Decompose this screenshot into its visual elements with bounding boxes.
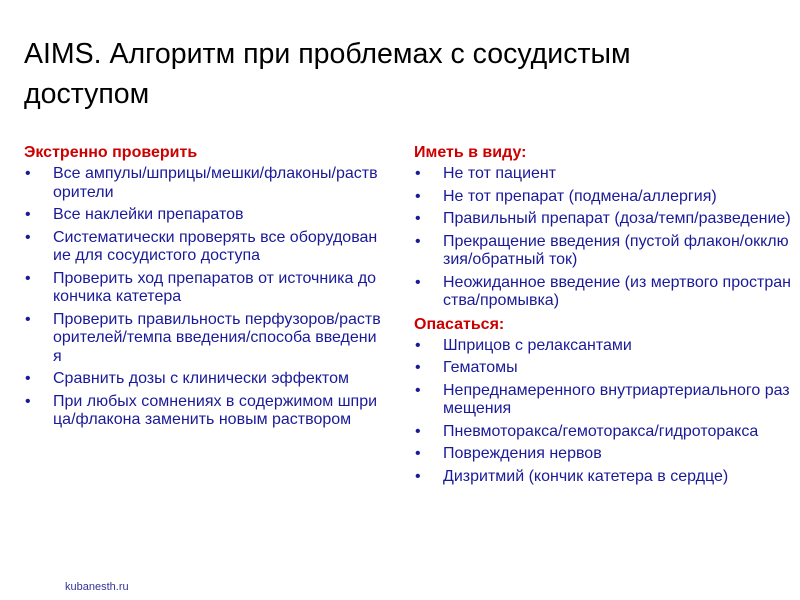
bullet-icon: • bbox=[415, 381, 421, 399]
list-item-text: Гематомы bbox=[443, 359, 518, 376]
list-item-text: Непреднамеренного внутриартериального размещения bbox=[443, 381, 790, 417]
slide-title: AIMS. Алгоритм при проблемах с сосудистым доступом bbox=[24, 38, 631, 110]
left-bullet-list bbox=[24, 165, 384, 430]
list-item-text: Прекращение введения (пустой флакон/окклюзия/обратный ток) bbox=[443, 232, 789, 268]
list-item-text: Проверить ход препаратов от источника до кончика катетера bbox=[53, 269, 377, 305]
bullet-icon: • bbox=[25, 165, 31, 182]
list-item-text: Дизритмий (кончик катетера в сердце) bbox=[443, 467, 729, 485]
left-column bbox=[24, 143, 384, 434]
list-item bbox=[24, 311, 384, 367]
list-item bbox=[24, 229, 384, 266]
list-item bbox=[414, 382, 794, 419]
list-item bbox=[414, 423, 794, 442]
bullet-icon: • bbox=[415, 445, 421, 462]
bullet-icon: • bbox=[25, 310, 31, 328]
list-item-text: Правильный препарат (доза/темп/разведение) bbox=[443, 210, 791, 227]
list-item-text: При любых сомнениях в содержимом шприца/флакона заменить новым раствором bbox=[53, 392, 378, 428]
list-item bbox=[414, 445, 794, 464]
right-heading-beware: Опасаться: bbox=[414, 315, 505, 333]
list-item-text: Не тот препарат (подмена/аллергия) bbox=[443, 187, 717, 205]
bullet-icon: • bbox=[415, 273, 421, 291]
list-item bbox=[414, 337, 794, 356]
list-item bbox=[414, 233, 794, 270]
list-item bbox=[414, 210, 794, 229]
list-item-text: Не тот пациент bbox=[443, 165, 557, 182]
bullet-icon: • bbox=[415, 467, 421, 485]
right-bullet-list-2 bbox=[414, 337, 794, 487]
bullet-icon: • bbox=[415, 232, 421, 250]
list-item bbox=[24, 165, 384, 202]
list-item bbox=[414, 468, 794, 487]
bullet-icon: • bbox=[415, 165, 421, 182]
list-item-text: Повреждения нервов bbox=[443, 445, 602, 462]
right-bullet-list-1 bbox=[414, 165, 794, 311]
list-item bbox=[414, 359, 794, 378]
right-heading-keep-in-mind: Иметь в виду: bbox=[414, 144, 527, 161]
list-item bbox=[24, 393, 384, 430]
list-item-text: Все ампулы/шприцы/мешки/флаконы/растворители bbox=[53, 165, 378, 201]
right-column bbox=[414, 143, 794, 490]
bullet-icon: • bbox=[25, 228, 31, 246]
list-item bbox=[414, 165, 794, 184]
left-heading: Экстренно проверить bbox=[24, 144, 198, 161]
bullet-icon: • bbox=[415, 359, 421, 376]
bullet-icon: • bbox=[415, 336, 421, 354]
footer-source: kubanesth.ru bbox=[65, 581, 129, 593]
list-item bbox=[414, 274, 794, 311]
list-item-text: Шприцов с релаксантами bbox=[443, 336, 632, 354]
list-item bbox=[24, 270, 384, 307]
list-item bbox=[24, 370, 384, 389]
bullet-icon: • bbox=[25, 392, 31, 410]
list-item-text: Пневмоторакса/гемоторакса/гидроторакса bbox=[443, 422, 759, 440]
list-item-text: Проверить правильность перфузоров/растворителей/темпа введения/способа введения bbox=[53, 310, 381, 365]
list-item-text: Неожиданное введение (из мертвого пространства/промывка) bbox=[443, 273, 791, 309]
bullet-icon: • bbox=[25, 269, 31, 287]
list-item-text: Систематически проверять все оборудование для сосудистого доступа bbox=[53, 228, 378, 264]
bullet-icon: • bbox=[415, 210, 421, 227]
bullet-icon: • bbox=[415, 187, 421, 205]
list-item-text: Все наклейки препаратов bbox=[53, 206, 244, 223]
list-item bbox=[414, 188, 794, 207]
list-item bbox=[24, 206, 384, 225]
list-item-text: Сравнить дозы с клинически эффектом bbox=[53, 370, 349, 387]
bullet-icon: • bbox=[25, 206, 31, 223]
bullet-icon: • bbox=[415, 422, 421, 440]
bullet-icon: • bbox=[25, 370, 31, 387]
